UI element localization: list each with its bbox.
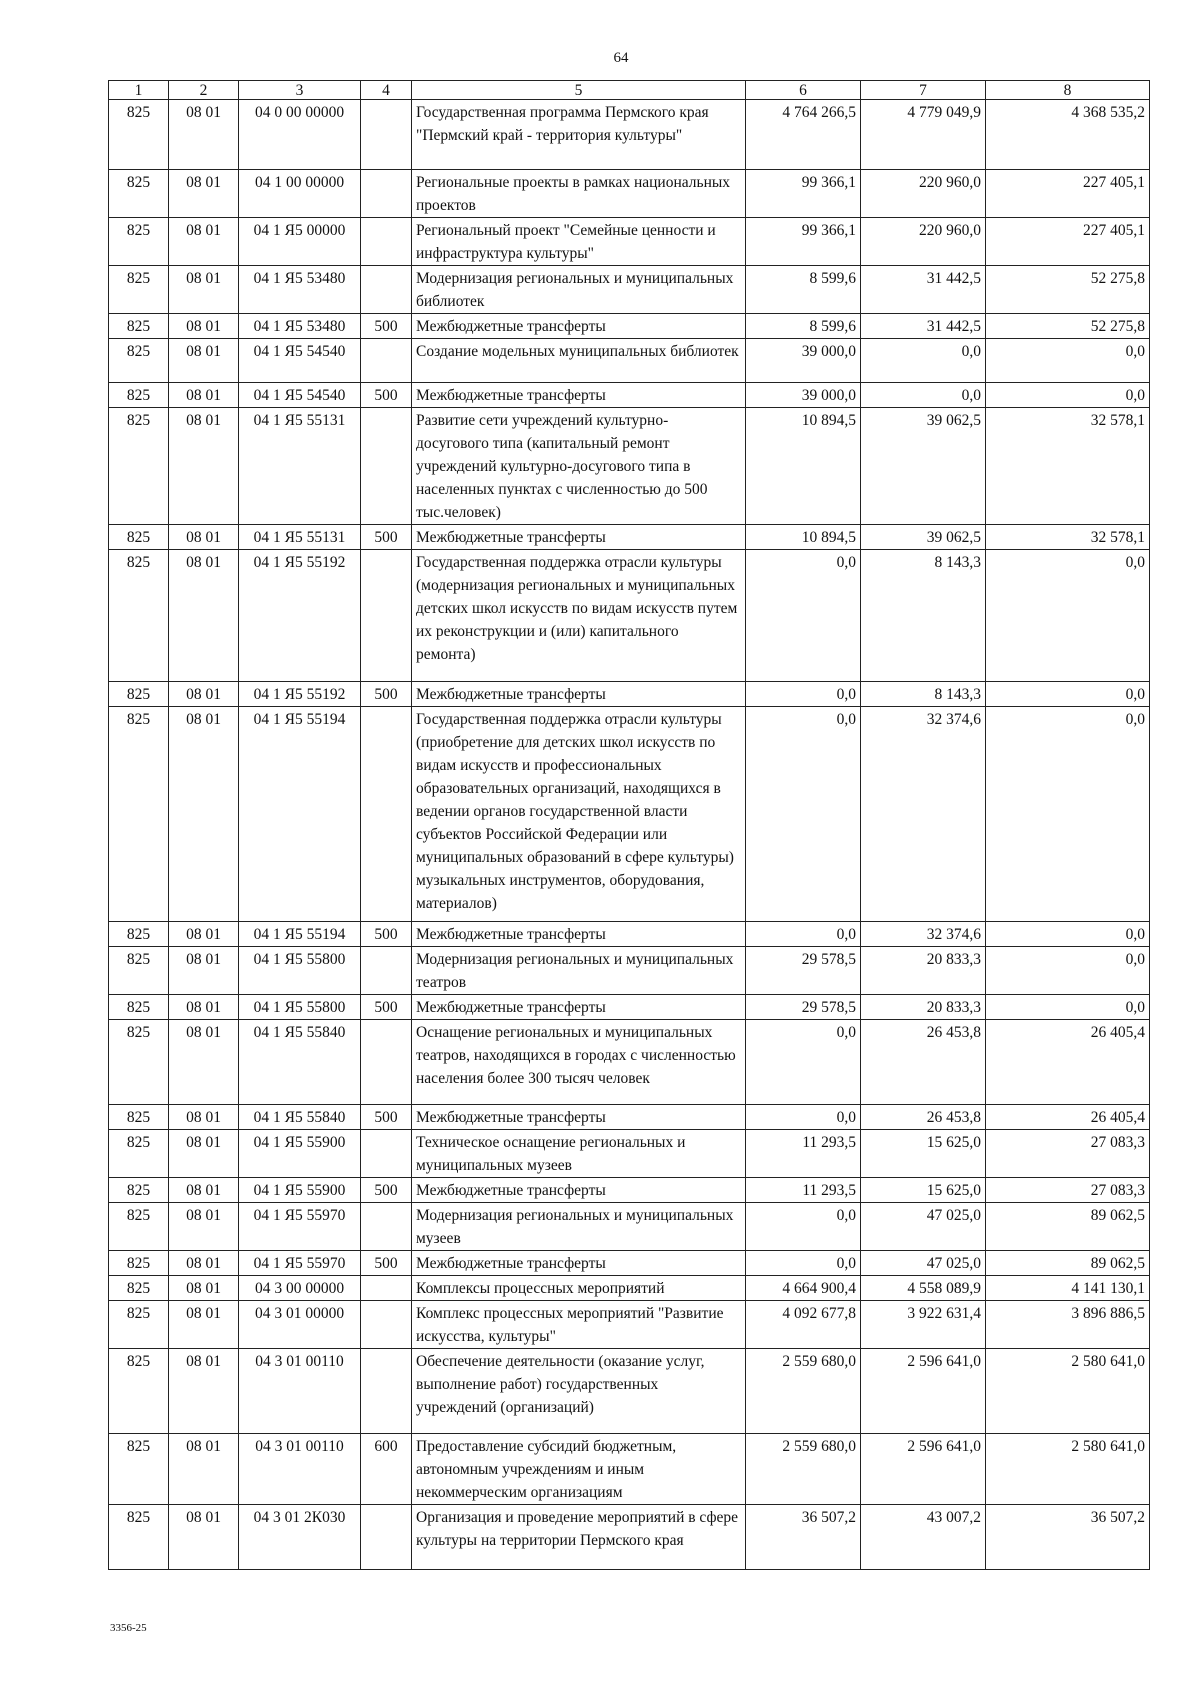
cell-amount-8: 32 578,1 xyxy=(986,525,1150,550)
cell-amount-8: 36 507,2 xyxy=(986,1505,1150,1570)
cell-amount-8: 27 083,3 xyxy=(986,1178,1150,1203)
cell-amount-6: 11 293,5 xyxy=(746,1178,861,1203)
cell-amount-7: 26 453,8 xyxy=(861,1020,986,1105)
cell-target-code: 04 1 Я5 53480 xyxy=(239,314,361,339)
cell-section-code: 08 01 xyxy=(169,995,239,1020)
cell-target-code: 04 3 01 00000 xyxy=(239,1301,361,1349)
page-number: 64 xyxy=(613,50,629,66)
cell-expense-type: 500 xyxy=(361,922,412,947)
cell-admin-code: 825 xyxy=(109,947,169,995)
cell-amount-7: 8 143,3 xyxy=(861,682,986,707)
cell-expense-type xyxy=(361,1505,412,1570)
table-row xyxy=(109,525,1150,550)
cell-target-code: 04 1 Я5 55800 xyxy=(239,947,361,995)
cell-name: Межбюджетные трансферты xyxy=(412,995,746,1020)
cell-amount-6: 10 894,5 xyxy=(746,408,861,525)
cell-expense-type xyxy=(361,1349,412,1434)
cell-name: Межбюджетные трансферты xyxy=(412,1251,746,1276)
cell-name: Межбюджетные трансферты xyxy=(412,1105,746,1130)
cell-amount-6: 2 559 680,0 xyxy=(746,1349,861,1434)
cell-amount-6: 4 664 900,4 xyxy=(746,1276,861,1301)
cell-target-code: 04 0 00 00000 xyxy=(239,100,361,170)
table-row xyxy=(109,922,1150,947)
cell-target-code: 04 1 Я5 55900 xyxy=(239,1178,361,1203)
cell-target-code: 04 1 Я5 55192 xyxy=(239,550,361,682)
cell-amount-8: 0,0 xyxy=(986,339,1150,383)
cell-section-code: 08 01 xyxy=(169,1178,239,1203)
cell-name: Предоставление субсидий бюджетным, автономным учреждениям и иным некоммерческим организациям xyxy=(412,1434,746,1505)
cell-amount-8: 227 405,1 xyxy=(986,218,1150,266)
cell-admin-code: 825 xyxy=(109,1130,169,1178)
cell-expense-type xyxy=(361,1020,412,1105)
table-row xyxy=(109,682,1150,707)
cell-amount-7: 32 374,6 xyxy=(861,922,986,947)
cell-amount-7: 0,0 xyxy=(861,339,986,383)
cell-amount-6: 0,0 xyxy=(746,1251,861,1276)
cell-amount-8: 89 062,5 xyxy=(986,1203,1150,1251)
cell-amount-7: 20 833,3 xyxy=(861,995,986,1020)
cell-admin-code: 825 xyxy=(109,1349,169,1434)
cell-expense-type: 600 xyxy=(361,1434,412,1505)
cell-admin-code: 825 xyxy=(109,1434,169,1505)
cell-amount-7: 26 453,8 xyxy=(861,1105,986,1130)
cell-expense-type: 500 xyxy=(361,314,412,339)
cell-target-code: 04 1 Я5 55800 xyxy=(239,995,361,1020)
cell-admin-code: 825 xyxy=(109,314,169,339)
cell-name: Региональный проект "Семейные ценности и инфраструктура культуры" xyxy=(412,218,746,266)
cell-amount-7: 2 596 641,0 xyxy=(861,1434,986,1505)
cell-name: Комплексы процессных мероприятий xyxy=(412,1276,746,1301)
column-header: 5 xyxy=(412,81,746,100)
cell-section-code: 08 01 xyxy=(169,170,239,218)
cell-amount-8: 89 062,5 xyxy=(986,1251,1150,1276)
cell-amount-6: 39 000,0 xyxy=(746,339,861,383)
cell-target-code: 04 1 Я5 54540 xyxy=(239,339,361,383)
cell-amount-7: 47 025,0 xyxy=(861,1203,986,1251)
cell-amount-8: 32 578,1 xyxy=(986,408,1150,525)
cell-section-code: 08 01 xyxy=(169,682,239,707)
cell-target-code: 04 1 Я5 55970 xyxy=(239,1203,361,1251)
table-row xyxy=(109,1349,1150,1434)
cell-admin-code: 825 xyxy=(109,682,169,707)
table-row xyxy=(109,1178,1150,1203)
cell-name: Создание модельных муниципальных библиотек xyxy=(412,339,746,383)
cell-target-code: 04 1 Я5 00000 xyxy=(239,218,361,266)
cell-name: Государственная поддержка отрасли культуры (модернизация региональных и муниципальных детских школ искусств по видам искусств путем их реконструкции и (или) капитального ремонта) xyxy=(412,550,746,682)
cell-name: Модернизация региональных и муниципальных музеев xyxy=(412,1203,746,1251)
cell-name: Техническое оснащение региональных и муниципальных музеев xyxy=(412,1130,746,1178)
cell-amount-6: 8 599,6 xyxy=(746,266,861,314)
column-header: 6 xyxy=(746,81,861,100)
cell-amount-8: 0,0 xyxy=(986,550,1150,682)
cell-section-code: 08 01 xyxy=(169,1434,239,1505)
cell-name: Комплекс процессных мероприятий "Развитие искусства, культуры" xyxy=(412,1301,746,1349)
cell-admin-code: 825 xyxy=(109,383,169,408)
cell-expense-type xyxy=(361,170,412,218)
cell-amount-7: 220 960,0 xyxy=(861,218,986,266)
cell-expense-type: 500 xyxy=(361,525,412,550)
cell-amount-8: 26 405,4 xyxy=(986,1020,1150,1105)
cell-amount-6: 11 293,5 xyxy=(746,1130,861,1178)
cell-target-code: 04 1 Я5 55900 xyxy=(239,1130,361,1178)
cell-section-code: 08 01 xyxy=(169,1349,239,1434)
cell-amount-6: 10 894,5 xyxy=(746,525,861,550)
cell-name: Модернизация региональных и муниципальных библиотек xyxy=(412,266,746,314)
cell-expense-type xyxy=(361,266,412,314)
cell-expense-type xyxy=(361,550,412,682)
cell-expense-type: 500 xyxy=(361,995,412,1020)
cell-amount-6: 99 366,1 xyxy=(746,170,861,218)
cell-section-code: 08 01 xyxy=(169,1020,239,1105)
cell-amount-8: 0,0 xyxy=(986,682,1150,707)
cell-amount-7: 220 960,0 xyxy=(861,170,986,218)
cell-name: Региональные проекты в рамках национальных проектов xyxy=(412,170,746,218)
cell-section-code: 08 01 xyxy=(169,707,239,922)
cell-expense-type: 500 xyxy=(361,383,412,408)
cell-amount-8: 0,0 xyxy=(986,707,1150,922)
cell-admin-code: 825 xyxy=(109,266,169,314)
cell-target-code: 04 3 00 00000 xyxy=(239,1276,361,1301)
column-header: 1 xyxy=(109,81,169,100)
cell-expense-type xyxy=(361,1130,412,1178)
cell-target-code: 04 1 Я5 55840 xyxy=(239,1105,361,1130)
table-row xyxy=(109,707,1150,922)
cell-admin-code: 825 xyxy=(109,170,169,218)
cell-expense-type: 500 xyxy=(361,1105,412,1130)
table-row xyxy=(109,1434,1150,1505)
cell-amount-8: 27 083,3 xyxy=(986,1130,1150,1178)
cell-amount-7: 43 007,2 xyxy=(861,1505,986,1570)
cell-target-code: 04 1 Я5 55131 xyxy=(239,408,361,525)
cell-admin-code: 825 xyxy=(109,218,169,266)
cell-target-code: 04 1 Я5 55840 xyxy=(239,1020,361,1105)
cell-amount-8: 0,0 xyxy=(986,383,1150,408)
cell-amount-8: 4 141 130,1 xyxy=(986,1276,1150,1301)
cell-section-code: 08 01 xyxy=(169,1105,239,1130)
cell-target-code: 04 1 Я5 55970 xyxy=(239,1251,361,1276)
table-row xyxy=(109,383,1150,408)
column-header: 8 xyxy=(986,81,1150,100)
cell-amount-6: 0,0 xyxy=(746,1105,861,1130)
table-row xyxy=(109,314,1150,339)
cell-section-code: 08 01 xyxy=(169,100,239,170)
cell-amount-8: 2 580 641,0 xyxy=(986,1349,1150,1434)
budget-table xyxy=(108,80,1150,1570)
cell-amount-8: 0,0 xyxy=(986,995,1150,1020)
cell-amount-7: 31 442,5 xyxy=(861,266,986,314)
cell-section-code: 08 01 xyxy=(169,947,239,995)
cell-amount-6: 0,0 xyxy=(746,550,861,682)
cell-admin-code: 825 xyxy=(109,1276,169,1301)
cell-target-code: 04 1 Я5 55194 xyxy=(239,922,361,947)
cell-target-code: 04 1 Я5 54540 xyxy=(239,383,361,408)
cell-amount-6: 29 578,5 xyxy=(746,995,861,1020)
cell-name: Организация и проведение мероприятий в сфере культуры на территории Пермского края xyxy=(412,1505,746,1570)
cell-target-code: 04 1 Я5 53480 xyxy=(239,266,361,314)
cell-admin-code: 825 xyxy=(109,100,169,170)
cell-section-code: 08 01 xyxy=(169,1130,239,1178)
cell-name: Межбюджетные трансферты xyxy=(412,383,746,408)
cell-amount-6: 99 366,1 xyxy=(746,218,861,266)
cell-name: Межбюджетные трансферты xyxy=(412,682,746,707)
table-row xyxy=(109,995,1150,1020)
cell-admin-code: 825 xyxy=(109,339,169,383)
cell-amount-6: 29 578,5 xyxy=(746,947,861,995)
table-row xyxy=(109,1301,1150,1349)
table-row xyxy=(109,218,1150,266)
cell-name: Обеспечение деятельности (оказание услуг, выполнение работ) государственных учреждений (организаций) xyxy=(412,1349,746,1434)
cell-amount-7: 2 596 641,0 xyxy=(861,1349,986,1434)
cell-amount-6: 0,0 xyxy=(746,682,861,707)
cell-amount-7: 8 143,3 xyxy=(861,550,986,682)
cell-section-code: 08 01 xyxy=(169,383,239,408)
cell-expense-type xyxy=(361,339,412,383)
column-header: 3 xyxy=(239,81,361,100)
cell-amount-6: 39 000,0 xyxy=(746,383,861,408)
cell-expense-type xyxy=(361,218,412,266)
column-header: 7 xyxy=(861,81,986,100)
cell-amount-7: 31 442,5 xyxy=(861,314,986,339)
cell-name: Оснащение региональных и муниципальных театров, находящихся в городах с численностью населения более 300 тысяч человек xyxy=(412,1020,746,1105)
cell-name: Государственная программа Пермского края "Пермский край - территория культуры" xyxy=(412,100,746,170)
cell-name: Модернизация региональных и муниципальных театров xyxy=(412,947,746,995)
cell-admin-code: 825 xyxy=(109,1203,169,1251)
cell-section-code: 08 01 xyxy=(169,408,239,525)
cell-amount-6: 36 507,2 xyxy=(746,1505,861,1570)
cell-expense-type xyxy=(361,100,412,170)
cell-section-code: 08 01 xyxy=(169,525,239,550)
cell-target-code: 04 3 01 00110 xyxy=(239,1349,361,1434)
footer-code: 3356-25 xyxy=(110,1622,147,1634)
table-body xyxy=(109,100,1150,1570)
table-row xyxy=(109,550,1150,682)
cell-amount-6: 0,0 xyxy=(746,1020,861,1105)
cell-amount-8: 0,0 xyxy=(986,947,1150,995)
cell-amount-7: 3 922 631,4 xyxy=(861,1301,986,1349)
cell-target-code: 04 1 Я5 55131 xyxy=(239,525,361,550)
table-row xyxy=(109,947,1150,995)
cell-section-code: 08 01 xyxy=(169,1203,239,1251)
table-row xyxy=(109,1251,1150,1276)
cell-amount-8: 26 405,4 xyxy=(986,1105,1150,1130)
cell-amount-6: 0,0 xyxy=(746,922,861,947)
cell-amount-7: 39 062,5 xyxy=(861,525,986,550)
cell-section-code: 08 01 xyxy=(169,266,239,314)
cell-expense-type xyxy=(361,707,412,922)
cell-section-code: 08 01 xyxy=(169,339,239,383)
cell-section-code: 08 01 xyxy=(169,218,239,266)
cell-section-code: 08 01 xyxy=(169,550,239,682)
table-row xyxy=(109,1130,1150,1178)
table-row xyxy=(109,1505,1150,1570)
cell-expense-type: 500 xyxy=(361,682,412,707)
cell-target-code: 04 3 01 00110 xyxy=(239,1434,361,1505)
cell-target-code: 04 1 Я5 55194 xyxy=(239,707,361,922)
table-row xyxy=(109,100,1150,170)
cell-admin-code: 825 xyxy=(109,1251,169,1276)
cell-admin-code: 825 xyxy=(109,995,169,1020)
cell-admin-code: 825 xyxy=(109,1301,169,1349)
cell-section-code: 08 01 xyxy=(169,1505,239,1570)
cell-amount-8: 4 368 535,2 xyxy=(986,100,1150,170)
cell-admin-code: 825 xyxy=(109,525,169,550)
cell-expense-type xyxy=(361,1203,412,1251)
column-header: 2 xyxy=(169,81,239,100)
cell-amount-6: 4 092 677,8 xyxy=(746,1301,861,1349)
cell-admin-code: 825 xyxy=(109,408,169,525)
cell-amount-7: 4 779 049,9 xyxy=(861,100,986,170)
cell-amount-7: 20 833,3 xyxy=(861,947,986,995)
cell-amount-7: 39 062,5 xyxy=(861,408,986,525)
cell-section-code: 08 01 xyxy=(169,1251,239,1276)
cell-name: Межбюджетные трансферты xyxy=(412,922,746,947)
cell-section-code: 08 01 xyxy=(169,1301,239,1349)
cell-expense-type xyxy=(361,1301,412,1349)
cell-amount-6: 0,0 xyxy=(746,707,861,922)
cell-name: Межбюджетные трансферты xyxy=(412,525,746,550)
cell-amount-6: 4 764 266,5 xyxy=(746,100,861,170)
cell-admin-code: 825 xyxy=(109,550,169,682)
cell-admin-code: 825 xyxy=(109,707,169,922)
cell-expense-type xyxy=(361,1276,412,1301)
cell-amount-8: 2 580 641,0 xyxy=(986,1434,1150,1505)
cell-amount-7: 0,0 xyxy=(861,383,986,408)
cell-amount-8: 0,0 xyxy=(986,922,1150,947)
cell-amount-6: 0,0 xyxy=(746,1203,861,1251)
cell-amount-7: 4 558 089,9 xyxy=(861,1276,986,1301)
cell-admin-code: 825 xyxy=(109,1178,169,1203)
cell-amount-7: 47 025,0 xyxy=(861,1251,986,1276)
cell-expense-type xyxy=(361,408,412,525)
cell-amount-7: 15 625,0 xyxy=(861,1130,986,1178)
table-row xyxy=(109,1203,1150,1251)
cell-section-code: 08 01 xyxy=(169,1276,239,1301)
cell-expense-type xyxy=(361,947,412,995)
cell-name: Межбюджетные трансферты xyxy=(412,314,746,339)
cell-name: Развитие сети учреждений культурно-досугового типа (капитальный ремонт учреждений культурно-досугового типа в населенных пунктах с численностью до 500 тыс.человек) xyxy=(412,408,746,525)
table-row xyxy=(109,339,1150,383)
cell-name: Межбюджетные трансферты xyxy=(412,1178,746,1203)
table-row xyxy=(109,1276,1150,1301)
cell-admin-code: 825 xyxy=(109,1020,169,1105)
cell-section-code: 08 01 xyxy=(169,314,239,339)
cell-amount-8: 227 405,1 xyxy=(986,170,1150,218)
cell-amount-8: 52 275,8 xyxy=(986,266,1150,314)
table-row xyxy=(109,1020,1150,1105)
cell-target-code: 04 1 Я5 55192 xyxy=(239,682,361,707)
cell-expense-type: 500 xyxy=(361,1251,412,1276)
cell-amount-7: 15 625,0 xyxy=(861,1178,986,1203)
cell-admin-code: 825 xyxy=(109,1505,169,1570)
header-row xyxy=(109,81,1150,100)
column-header: 4 xyxy=(361,81,412,100)
cell-section-code: 08 01 xyxy=(169,922,239,947)
cell-admin-code: 825 xyxy=(109,1105,169,1130)
cell-amount-7: 32 374,6 xyxy=(861,707,986,922)
cell-amount-6: 2 559 680,0 xyxy=(746,1434,861,1505)
table-row xyxy=(109,408,1150,525)
table-row xyxy=(109,170,1150,218)
cell-amount-6: 8 599,6 xyxy=(746,314,861,339)
cell-admin-code: 825 xyxy=(109,922,169,947)
cell-amount-8: 52 275,8 xyxy=(986,314,1150,339)
cell-name: Государственная поддержка отрасли культуры (приобретение для детских школ искусств по видам искусств и профессиональных образовательных организаций, находящихся в ведении органов государственной власти субъектов Российской Федерации или муниципальных образований в сфере культуры) музыкальных инструментов, оборудования, материалов) xyxy=(412,707,746,922)
cell-amount-8: 3 896 886,5 xyxy=(986,1301,1150,1349)
cell-target-code: 04 1 00 00000 xyxy=(239,170,361,218)
cell-expense-type: 500 xyxy=(361,1178,412,1203)
table-row xyxy=(109,266,1150,314)
table-row xyxy=(109,1105,1150,1130)
cell-target-code: 04 3 01 2К030 xyxy=(239,1505,361,1570)
